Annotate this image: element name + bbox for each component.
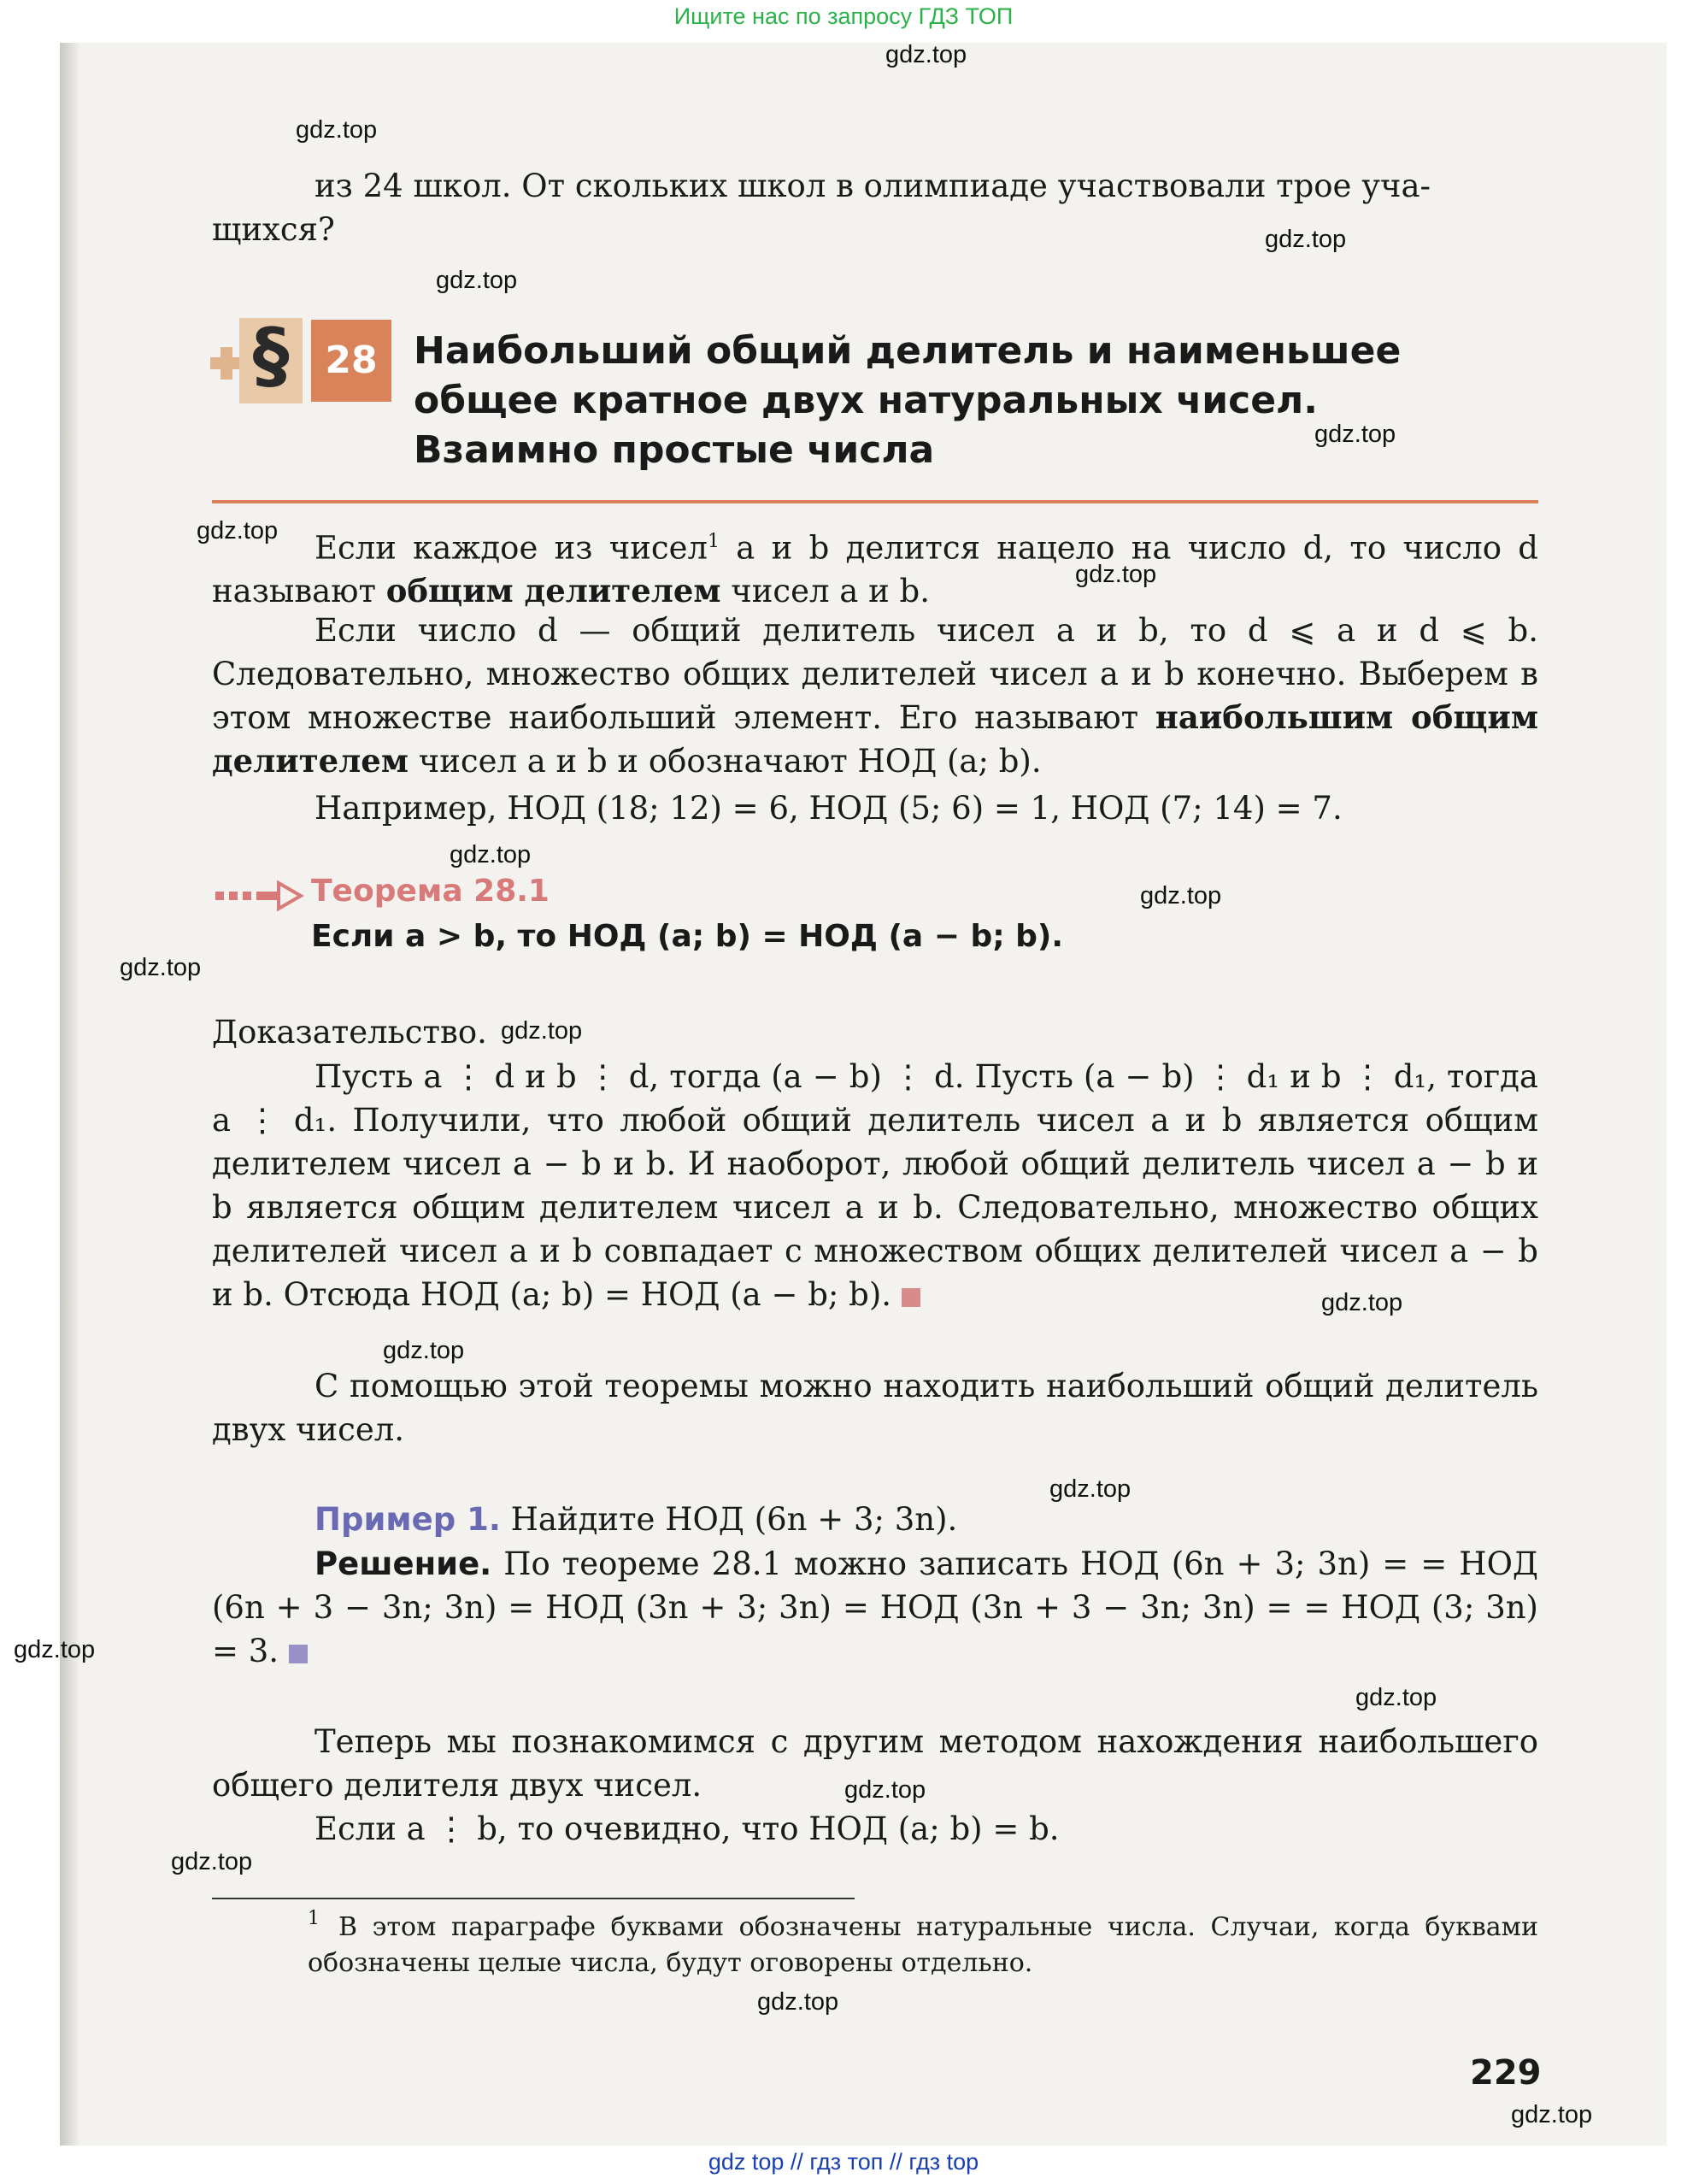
watermark-stamp: gdz.top bbox=[885, 41, 967, 68]
footnote-text bbox=[308, 1910, 1538, 1981]
watermark-stamp: gdz.top bbox=[1140, 882, 1222, 910]
bottom-watermark-banner[interactable]: gdz top // гдз топ // гдз top bbox=[708, 2149, 979, 2175]
text-run: В этом параграфе буквами обозначены натуральные числа. Случаи, когда буквами обозначены целые числа, будут оговорены отдельно. bbox=[308, 1912, 1538, 1978]
watermark-stamp: gdz.top bbox=[1049, 1475, 1132, 1503]
watermark-stamp: gdz.top bbox=[501, 1017, 583, 1045]
section-plus-ornament bbox=[220, 347, 232, 380]
watermark-stamp: gdz.top bbox=[757, 1988, 839, 2016]
page-number: 229 bbox=[1470, 2053, 1542, 2093]
watermark-stamp: gdz.top bbox=[14, 1636, 96, 1663]
text-run: По теореме 28.1 можно записать НОД (6n + 3; 3n) = = НОД (6n + 3 − 3n; 3n) = НОД (3n + 3; 3n) = НОД (3n + 3 − 3n; 3n) = = НОД (3; 3n) = 3. bbox=[212, 1545, 1538, 1669]
example-1-solution bbox=[212, 1542, 1538, 1673]
watermark-stamp: gdz.top bbox=[383, 1337, 465, 1364]
watermark-stamp: gdz.top bbox=[1314, 421, 1396, 448]
watermark-stamp: gdz.top bbox=[171, 1848, 253, 1875]
watermark-stamp: gdz.top bbox=[436, 267, 518, 294]
section-title bbox=[414, 327, 1559, 475]
watermark-stamp: gdz.top bbox=[296, 116, 378, 144]
section-number: 28 bbox=[311, 320, 391, 402]
section-title-line-3: Взаимно простые числа bbox=[414, 428, 935, 472]
text-run: Найдите НОД (6n + 3; 3n). bbox=[500, 1501, 958, 1538]
watermark-stamp: gdz.top bbox=[1321, 1289, 1403, 1316]
solution-label: Решение. bbox=[314, 1545, 492, 1582]
intro-line-1: из 24 школ. От скольких школ в олимпиаде участвовали трое уча- bbox=[314, 168, 1431, 204]
definition-gcd bbox=[212, 609, 1538, 783]
watermark-stamp: gdz.top bbox=[1075, 561, 1157, 588]
example-1-task bbox=[212, 1498, 1538, 1541]
example-label: Пример 1. bbox=[314, 1501, 501, 1538]
footnote-reference[interactable]: 1 bbox=[708, 531, 720, 552]
proof-end-mark bbox=[902, 1288, 920, 1307]
text-run: Если каждое из чисел bbox=[314, 529, 708, 567]
closing-paragraph-2: Если a ⋮ b, то очевидно, что НОД (a; b) = b. bbox=[314, 1810, 1060, 1847]
section-rule bbox=[212, 500, 1538, 503]
watermark-stamp: gdz.top bbox=[120, 954, 202, 981]
watermark-stamp: gdz.top bbox=[197, 517, 279, 545]
section-title-line-2: общее кратное двух натуральных чисел. bbox=[414, 379, 1318, 422]
text-run: Пусть a ⋮ d и b ⋮ d, тогда (a − b) ⋮ d. Пусть (a − b) ⋮ d₁ и b ⋮ d₁, тогда a ⋮ d₁. Получили, что любой общий делитель чисел a и b является общим делителем чисел a − b и b. И наоборот, любой общий делитель чисел a − b и b является общим делителем чисел a и b. Следовательно, множество общих делителей чисел a и b совпадает с множеством общих делителей чисел a − b и b. Отсюда НОД (a; b) = НОД (a − b; b). bbox=[212, 1058, 1538, 1313]
section-sign: § bbox=[252, 313, 290, 398]
solution-end-mark bbox=[289, 1645, 308, 1663]
section-title-line-1: Наибольший общий делитель и наименьшее bbox=[414, 329, 1402, 373]
theorem-usage-note: С помощью этой теоремы можно находить наибольший общий делитель двух чисел. bbox=[212, 1368, 1538, 1448]
closing-paragraph-1: Теперь мы познакомимся с другим методом нахождения наибольшего общего делителя двух чисел. bbox=[212, 1723, 1538, 1804]
page-spine-shadow bbox=[60, 43, 80, 2146]
top-watermark-banner[interactable]: Ищите нас по запросу ГДЗ ТОП bbox=[673, 3, 1014, 29]
term-common-divisor: общим делителем bbox=[385, 572, 721, 610]
watermark-stamp: gdz.top bbox=[450, 841, 532, 868]
watermark-stamp: gdz.top bbox=[1265, 226, 1347, 253]
footnote-mark: 1 bbox=[308, 1908, 320, 1929]
footnote-rule bbox=[212, 1898, 855, 1899]
watermark-stamp: gdz.top bbox=[1355, 1684, 1437, 1711]
text-run: Если число d — общий делитель чисел a и b, то d ⩽ a и d ⩽ b. Следовательно, множество общих делителей чисел a и b конечно. Выберем в этом множестве наибольший элемент. Его называют bbox=[212, 612, 1538, 736]
watermark-stamp: gdz.top bbox=[844, 1776, 926, 1804]
text-run: a и b делится нацело на число d, то число d называют bbox=[212, 529, 1538, 610]
theorem-statement: Если a > b, то НОД (a; b) = НОД (a − b; b). bbox=[311, 919, 1064, 954]
intro-line-2: щихся? bbox=[212, 211, 335, 248]
text-run: чисел a и b. bbox=[720, 573, 930, 610]
watermark-stamp: gdz.top bbox=[1511, 2101, 1593, 2128]
proof-text bbox=[212, 1055, 1538, 1316]
definition-common-divisor bbox=[212, 520, 1538, 613]
theorem-label: Теорема 28.1 bbox=[311, 874, 550, 909]
text-run: чисел a и b и обозначают НОД (a; b). bbox=[408, 743, 1042, 780]
term-gcd: наибольшим общим делителем bbox=[212, 698, 1538, 780]
gcd-examples: Например, НОД (18; 12) = 6, НОД (5; 6) = 1, НОД (7; 14) = 7. bbox=[314, 790, 1343, 827]
theorem-arrow-icon bbox=[215, 880, 304, 911]
proof-heading: Доказательство. bbox=[212, 1014, 487, 1051]
